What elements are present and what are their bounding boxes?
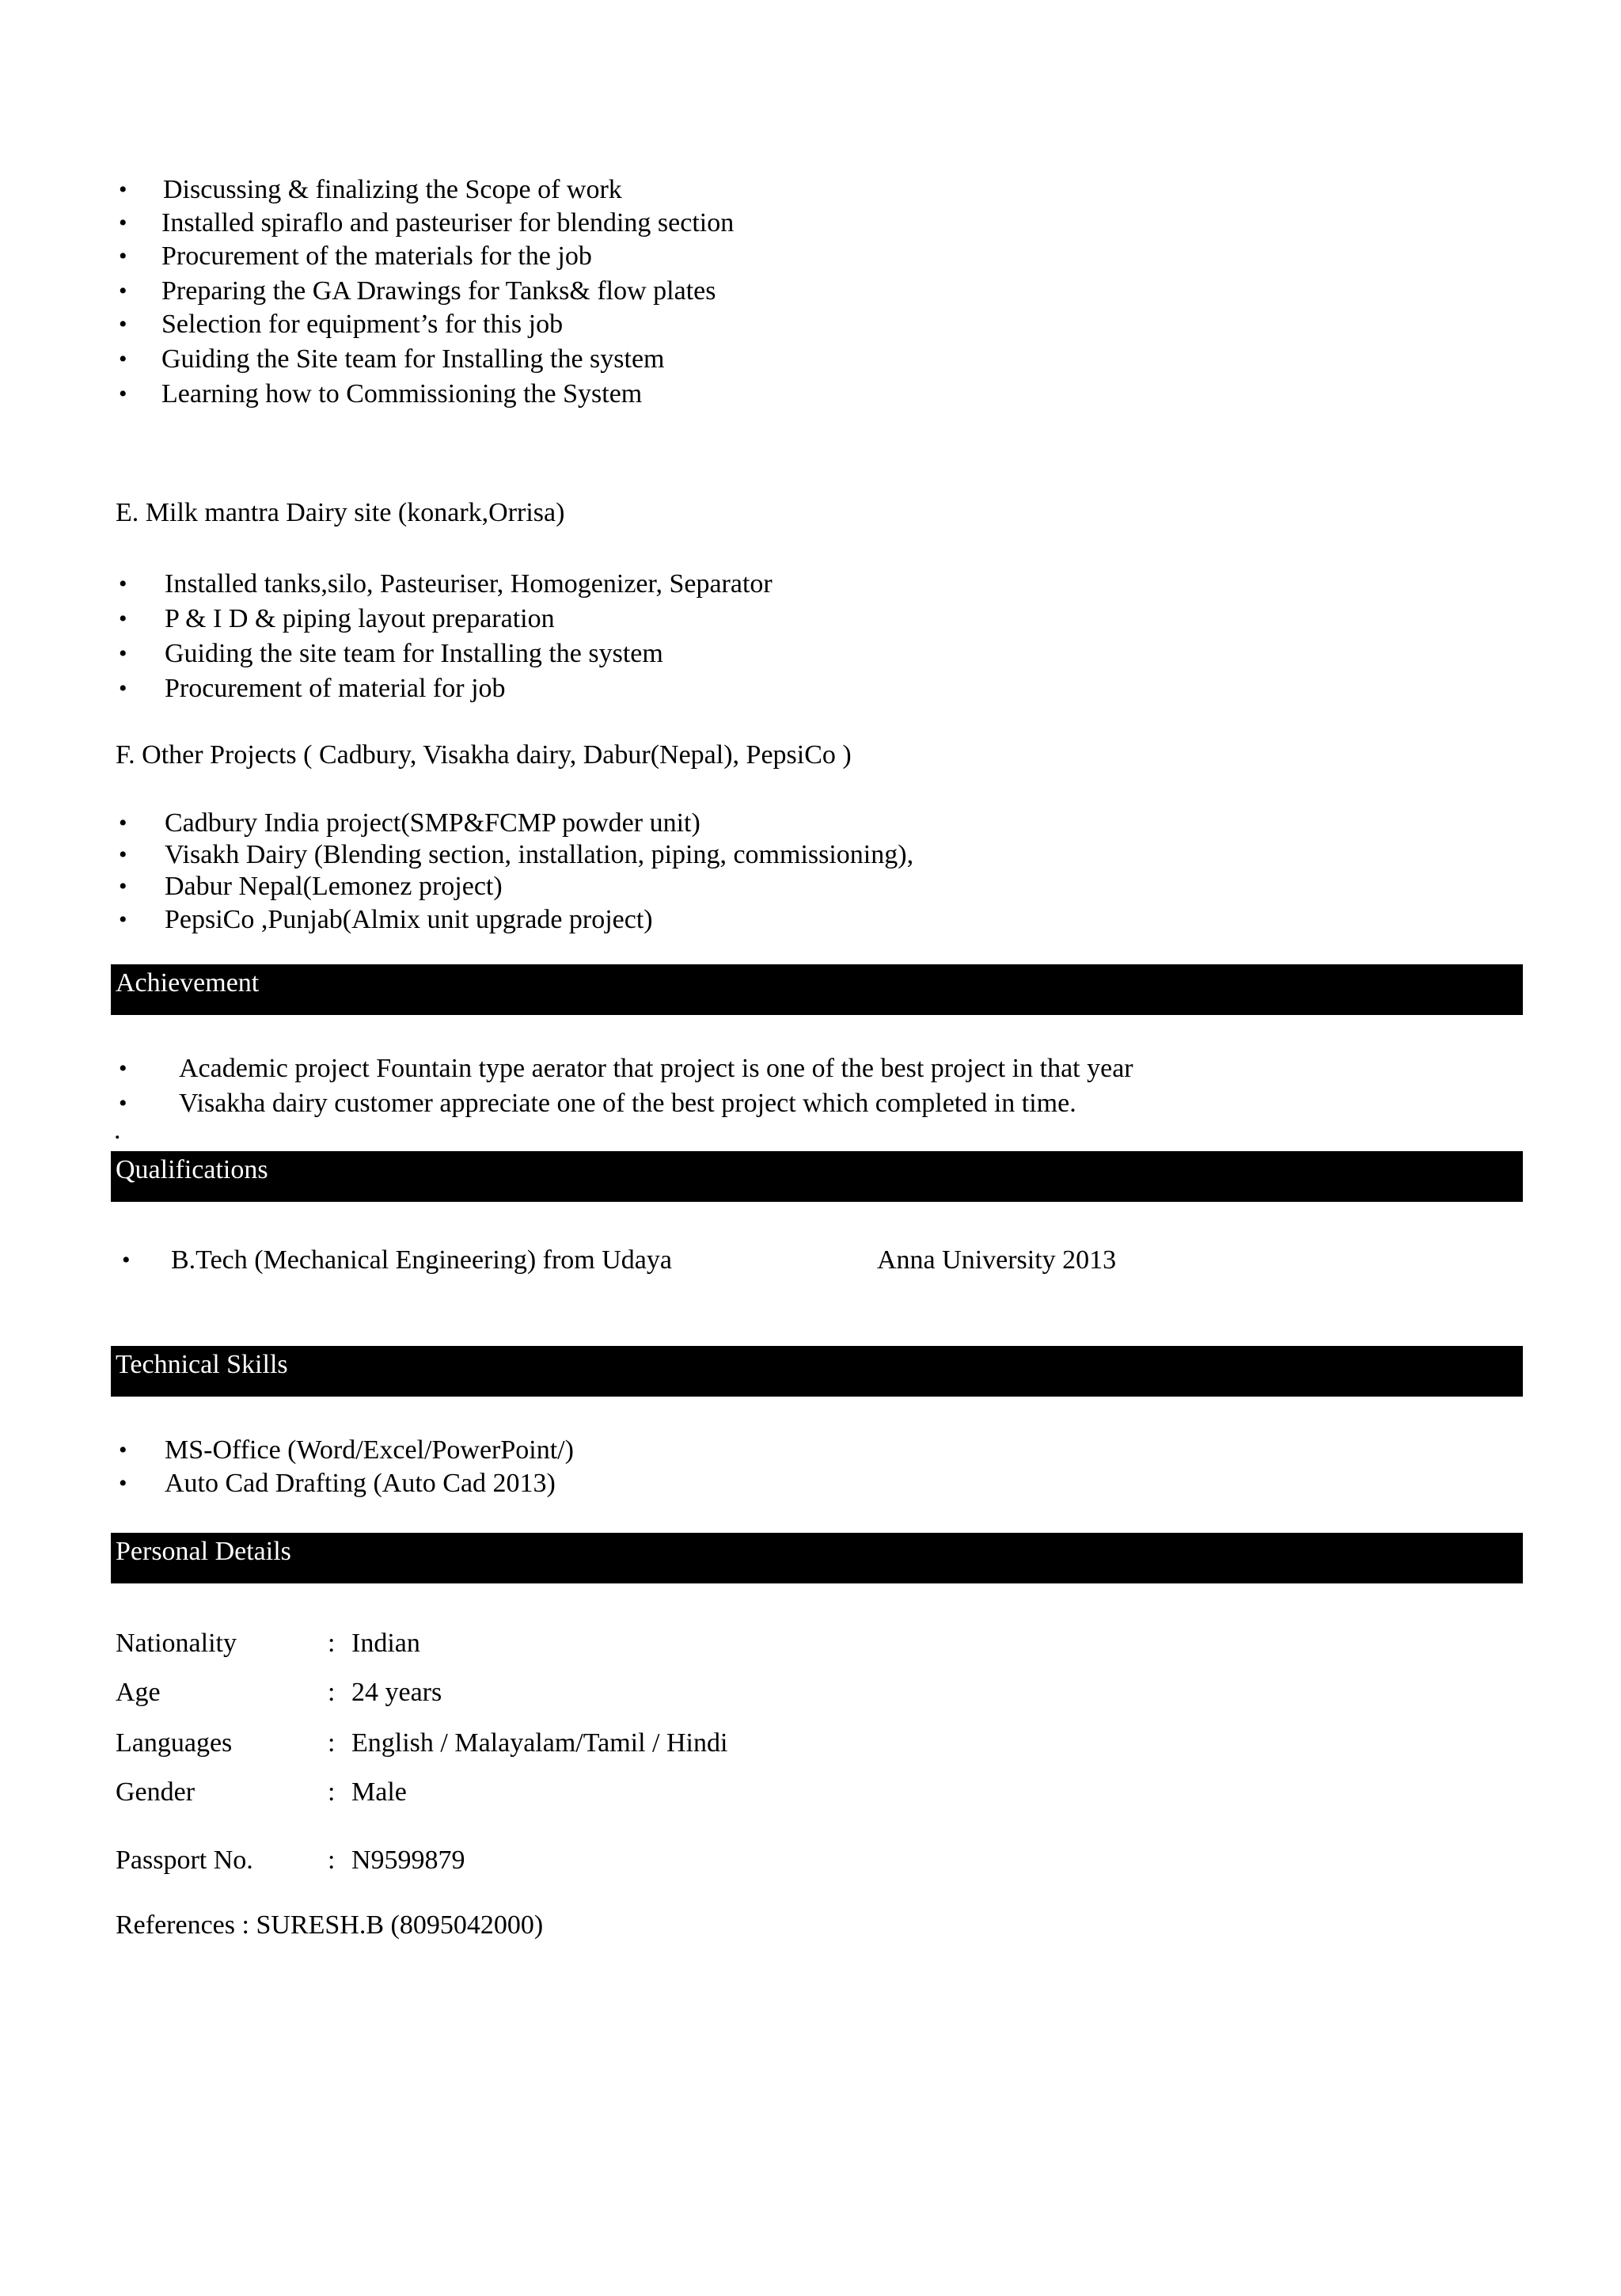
bullet: •: [119, 311, 127, 337]
value-passport: N9599879: [351, 1846, 465, 1875]
qualifications-title: Qualifications: [116, 1155, 268, 1184]
separator: :: [328, 1629, 336, 1658]
label-languages: Languages: [116, 1728, 233, 1758]
list-item: Learning how to Commissioning the System: [161, 379, 643, 409]
bullet: •: [119, 675, 127, 701]
list-item: Discussing & finalizing the Scope of work: [163, 175, 622, 204]
bullet: •: [119, 641, 127, 667]
value-gender: Male: [351, 1777, 407, 1807]
bullet: •: [119, 346, 127, 372]
bullet: •: [119, 1055, 127, 1081]
bullet: •: [119, 1090, 127, 1116]
label-gender: Gender: [116, 1777, 196, 1807]
bullet: •: [119, 907, 127, 933]
bullet: •: [119, 1437, 127, 1463]
bullet: •: [122, 1247, 131, 1273]
references: References : SURESH.B (8095042000): [116, 1910, 544, 1940]
label-nationality: Nationality: [116, 1629, 237, 1658]
technical-skills-header: [111, 1346, 1523, 1397]
label-age: Age: [116, 1678, 161, 1707]
separator: :: [328, 1846, 336, 1875]
list-item: PepsiCo ,Punjab(Almix unit upgrade project): [165, 905, 653, 934]
separator: :: [328, 1777, 336, 1807]
bullet: •: [119, 381, 127, 407]
personal-details-title: Personal Details: [116, 1537, 291, 1566]
list-item: MS-Office (Word/Excel/PowerPoint/): [165, 1435, 574, 1465]
section-e-heading: E. Milk mantra Dairy site (konark,Orrisa): [116, 498, 565, 527]
bullet: •: [119, 571, 127, 597]
list-item: P & I D & piping layout preparation: [165, 604, 555, 633]
list-item: Visakha dairy customer appreciate one of the best project which completed in time.: [179, 1089, 1076, 1118]
list-item: Cadbury India project(SMP&FCMP powder unit): [165, 808, 700, 838]
list-item: Preparing the GA Drawings for Tanks& flow plates: [161, 276, 716, 306]
separator: :: [328, 1678, 336, 1707]
list-item: Visakh Dairy (Blending section, installation, piping, commissioning),: [165, 840, 914, 869]
qualifications-header: [111, 1151, 1523, 1202]
list-item: Installed tanks,silo, Pasteuriser, Homogenizer, Separator: [165, 569, 773, 599]
trailing-dot: .: [114, 1116, 121, 1145]
list-item: Academic project Fountain type aerator that project is one of the best project in that year: [179, 1054, 1133, 1083]
technical-skills-title: Technical Skills: [116, 1350, 288, 1379]
value-languages: English / Malayalam/Tamil / Hindi: [351, 1728, 728, 1758]
list-item: Installed spiraflo and pasteuriser for blending section: [161, 208, 735, 238]
section-f-heading: F. Other Projects ( Cadbury, Visakha dairy, Dabur(Nepal), PepsiCo ): [116, 740, 852, 770]
list-item: Procurement of material for job: [165, 674, 506, 703]
bullet: •: [119, 243, 127, 269]
list-item: Guiding the Site team for Installing the system: [161, 344, 665, 374]
achievement-header: [111, 964, 1523, 1015]
bullet: •: [119, 177, 127, 203]
bullet: •: [119, 842, 127, 868]
bullet: •: [119, 606, 127, 632]
qualification-university: Anna University 2013: [877, 1245, 1117, 1275]
bullet: •: [119, 278, 127, 304]
value-nationality: Indian: [351, 1629, 420, 1658]
list-item: Selection for equipment’s for this job: [161, 310, 564, 339]
personal-details-header: [111, 1533, 1523, 1583]
list-item: Procurement of the materials for the job: [161, 241, 592, 271]
qualification-degree: B.Tech (Mechanical Engineering) from Udaya: [171, 1245, 672, 1275]
separator: :: [328, 1728, 336, 1758]
bullet: •: [119, 810, 127, 836]
label-passport: Passport No.: [116, 1846, 253, 1875]
achievement-title: Achievement: [116, 968, 260, 998]
value-age: 24 years: [351, 1678, 442, 1707]
bullet: •: [119, 210, 127, 236]
bullet: •: [119, 873, 127, 899]
list-item: Guiding the site team for Installing the system: [165, 639, 663, 668]
list-item: Auto Cad Drafting (Auto Cad 2013): [165, 1469, 556, 1498]
bullet: •: [119, 1470, 127, 1496]
list-item: Dabur Nepal(Lemonez project): [165, 872, 503, 901]
